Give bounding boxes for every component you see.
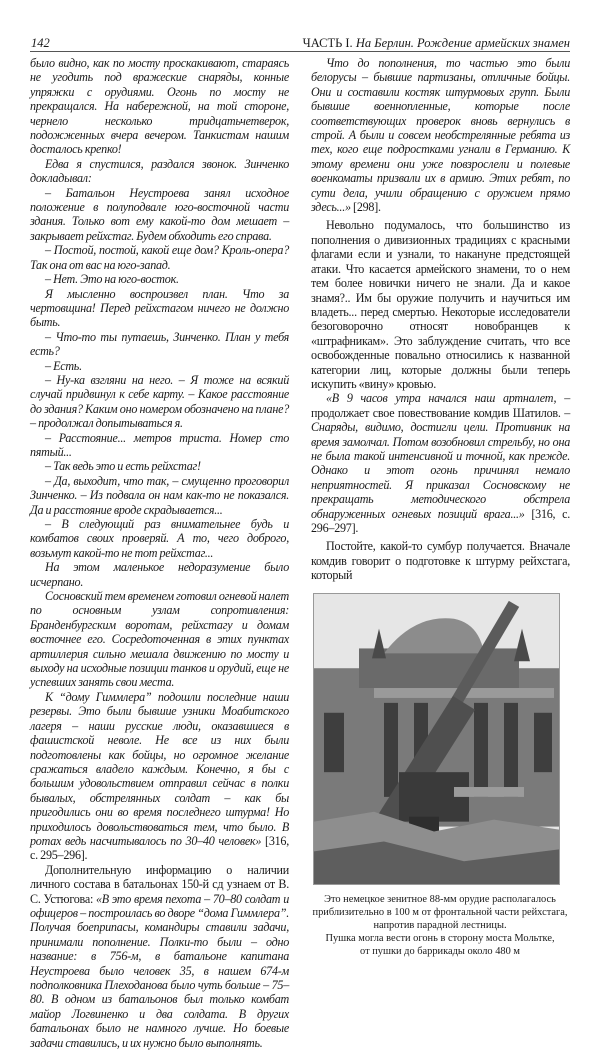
body-text: – продолжает свое повествование комдив Шатилов. –: [311, 391, 571, 420]
quote-text: Я мысленно воспроизвел план. Что за чертовщина! Перед рейхстагом ничего не должно быть.: [30, 286, 289, 330]
page-number: 142: [31, 36, 50, 50]
paragraph: [30, 517, 289, 560]
paragraph: [30, 690, 289, 863]
left-column: [30, 56, 289, 1050]
left-column-text: [30, 56, 289, 1050]
body-text: [316, с. 295–296].: [30, 833, 289, 863]
body-text: Постойте, какой-то сумбур получается. Вначале комдив говорит о подготовке к штурму рейхстага, который: [311, 539, 570, 583]
paragraph: [311, 56, 570, 214]
body-text: [316, с. 296–297].: [311, 506, 570, 535]
right-column-text: [311, 56, 570, 583]
paragraph: [30, 186, 289, 244]
body-text: Дополнительную информацию о наличии личного состава в батальонах 150-й сд узнаем от В. С. Устюгова:: [30, 862, 289, 906]
quote-text: На этом маленькое недоразумение было исчерпано.: [30, 560, 289, 589]
quote-text: – Постой, постой, какой еще дом? Кроль-опера? Так она от вас на юго-запад.: [30, 243, 289, 272]
quote-text: – Есть.: [45, 358, 82, 373]
quote-text: Что до пополнения, то частью это были белорусы – бывшие партизаны, отличные бойцы. Они и составили костяк штурмовых групп. Были бывшие военнопленные, которые после соответствующих проверок вновь вернулись в строй. А были и совсем необстрелянные ребята из тех, кого еще подростками угнали в Германию. К этому времени они уже повзрослели и полевые военкоматы призвали их в армию. Этих ребят, по сути дела, учили обращению с оружием прямо здесь...»: [311, 56, 570, 215]
running-header-title: На Берлин. Рождение армейских знамен: [355, 36, 570, 50]
paragraph: [30, 373, 289, 431]
quote-text: – Нет. Это на юго-восток.: [45, 272, 179, 287]
running-header: [303, 36, 570, 51]
caption-line: приблизительно в 100 м от фронтальной части рейхстага,: [312, 906, 568, 918]
caption-line: Пушка могла вести огонь в сторону моста Мольтке,: [325, 932, 555, 944]
quote-text: – Ну-ка взгляни на него. – Я тоже на всякий случай придвинул к себе карту. – Какое расстояние до здания? Каким оно номером обозначено на плане? – продолжал допытываться я.: [30, 372, 289, 431]
quote-text: было видно, как по мосту проскакивают, стараясь не угодить под вражеские снаряды, конные упряжки с орудиями. Огонь по мосту не прекращался. На набережной, на той стороне, чернело несколько тридцатьчетверок, подожженных вчера вечером. Танкистам нашим досталось крепко!: [30, 56, 289, 157]
header-rule: [30, 51, 570, 52]
quote-text: – Расстояние... метров триста. Номер сто пятый...: [30, 430, 289, 459]
quote-text: «В это время пехота – 70–80 солдат и офицеров – построилась во дворе “дома Гиммлера”. Получая боеприпасы, командиры ставили задачи, принимали пополнение. Полки-то были – одно название: в 756-м, в батальоне капитана Неустроева было человек 35, в нашем 674-м подполковника Плеходанова было чуть больше – 75–80. В одном из батальонов был только комбат майор Логвиненко и два солдата. В других батальонах было не намного лучше. Но боевые задачи ставились, и их нужно было выполнять.: [30, 891, 289, 1050]
paragraph: [30, 272, 289, 286]
caption-line: напротив парадной лестницы.: [373, 919, 507, 931]
quote-text: – Что-то ты путаешь, Зинченко. План у тебя есть?: [30, 329, 289, 359]
paragraph: [30, 330, 289, 359]
quote-text: Едва я спустился, раздался звонок. Зинченко докладывал:: [30, 156, 289, 186]
photo-caption: [305, 893, 575, 958]
paragraph: [30, 359, 289, 373]
paragraph: [30, 560, 289, 589]
body-text: [298].: [350, 200, 381, 215]
paragraph: [30, 589, 289, 690]
body-text: Невольно подумалось, что большинство из пополнения о дивизионных традициях с красными флагами если и узнали, то накануне предстоящей атаки. Что касается армейского знамени, то о нем тем более новички ничего не знали. Да и какое знамя?.. Им бы оружие получить и научиться им владеть... перед смертью. Некоторые исследователи безоговорочно относят новобранцев к «штрафникам». Это заблуждение считать, что все освобожденные повально относились к названной категории лиц, которые должны были теперь искупить «вину» кровью.: [311, 218, 570, 391]
caption-line: Это немецкое зенитное 88-мм орудие располагалось: [324, 893, 556, 905]
paragraph: [30, 474, 289, 517]
caption-line: от пушки до баррикады около 480 м: [360, 945, 520, 957]
running-header-part: ЧАСТЬ I.: [302, 36, 353, 50]
quote-text: Сосновский тем временем готовил огневой налет по основным узлам сопротивления: Бранденбургским воротам, рейхстагу и домам восточнее его. Сосредоточенная в этих пунктах артиллерия сильно мешала движению по мосту и выходу на исходные позиции танков и орудий, еще не успевших занять свои места.: [30, 589, 289, 690]
paragraph: [30, 157, 289, 186]
paragraph: [311, 391, 570, 535]
quote-text: – Батальон Неустроева занял исходное положение в полуподвале юго-восточной части здания. Только вот ему какой-то дом мешает – закрывает рейхстаг. Будем обходить его справа.: [30, 185, 289, 243]
quote-text: – Так ведь это и есть рейхстаг!: [45, 459, 201, 474]
paragraph: [311, 539, 570, 582]
quote-text: – В следующий раз внимательнее будь и комбатов своих проверяй. А то, чего доброго, возьмут какой-то не тот рейхстаг...: [30, 517, 289, 560]
quote-text: К “дому Гиммлера” подошли последние наши резервы. Это были бывшие узники Моабитского лагеря – наши русские люди, оказавшиеся в фашистской неволе. Не все из них были подготовлены как бойцы, но огромное желание сражаться владело каждым. Конечно, я бы с большим удовольствием отправил сейчас в полки бывалых, обстрелянных солдат – как бы пригодились они во время последнего штурма! Но приходилось довольствоваться тем, что было. В ротах ведь насчитывалось по 30–40 человек»: [30, 689, 289, 848]
quote-text: – Да, выходит, что так, – смущенно проговорил Зинченко. – Из подвала он нам как-то не показался. Да и расстояние вроде скрадывается...: [30, 473, 289, 517]
quote-text: «В 9 часов утра начался наш артналет,: [326, 391, 557, 406]
paragraph: [30, 863, 289, 1050]
paragraph: [30, 459, 289, 473]
paragraph: [30, 243, 289, 272]
right-column: [311, 56, 570, 958]
reichstag-flak-gun-photo: [313, 593, 560, 885]
paragraph: [30, 56, 289, 157]
quote-text: Снаряды, видимо, достигли цели. Противник на время замолчал. Потом возобновил стрельбу, но она не была такой интенсивной и точной, как прежде. Однако и этот огонь причинял немало неприятностей. Я приказал Сосновскому не прекращать методического обстрела обнаруженных огневых позиций врага...»: [311, 420, 570, 521]
paragraph: [311, 218, 570, 391]
paragraph: [30, 431, 289, 460]
paragraph: [30, 287, 289, 330]
